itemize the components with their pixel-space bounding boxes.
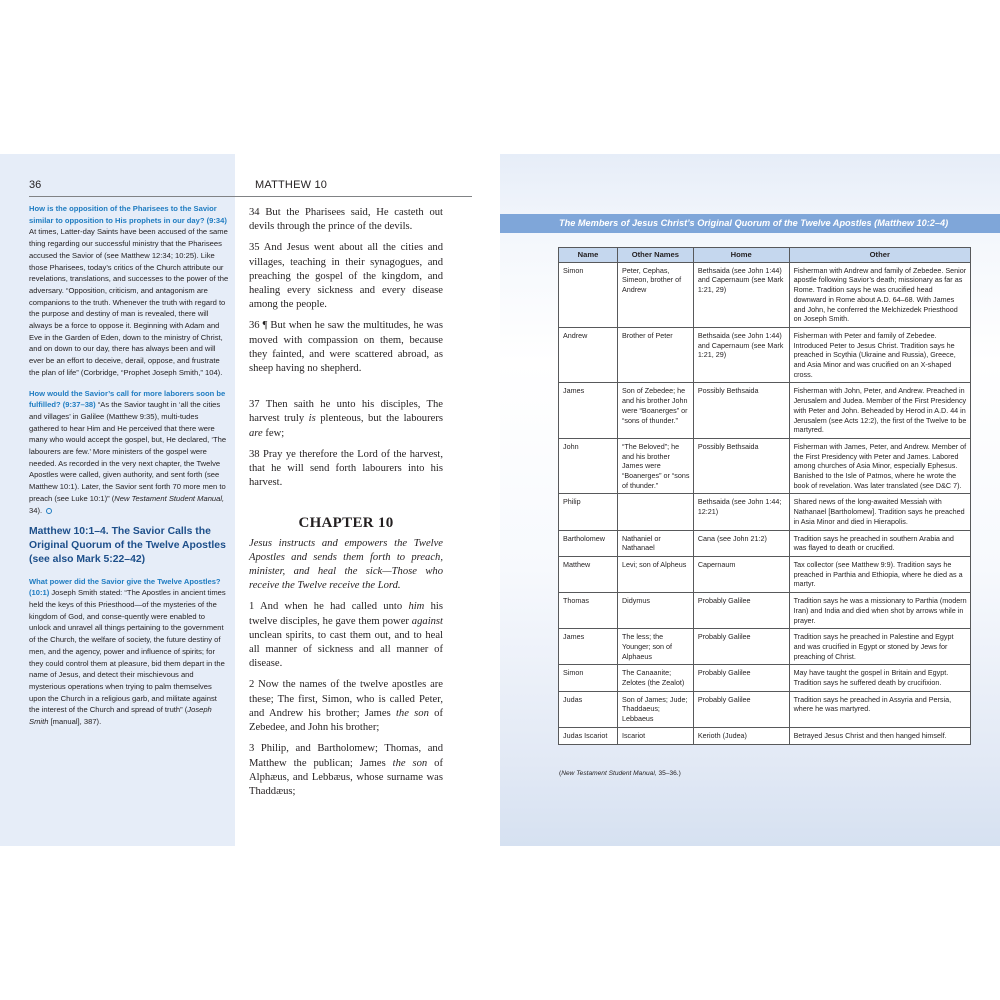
cell-other-names: “The Beloved”; he and his brother James were “Boanerges” or “sons of thunder.” [617,438,693,494]
cell-other: Fisherman with Andrew and family of Zebedee. Senior apostle following Savior’s death; missionary as far as Rome. Tradition says he was crucified head downward in Rome about A.D. 64–68. With James and John, he conferred the Melchizedek Priesthood on Joseph Smith. [789,262,970,327]
table-header-row [559,248,971,263]
right-page [500,154,1000,846]
cell-other: Fisherman with John, Peter, and Andrew. Preached in Jerusalem and Judea. Member of the First Presidency with Peter and John. Beheaded by Herod in A.D. 44 in Jerusalem (see Acts 12:2), the first of the Twelve to be martyred. [789,383,970,439]
cell-other-names: Son of Zebedee; he and his brother John were “Boanerges” or “sons of thunder.” [617,383,693,439]
commentary-question: What power did the Savior give the Twelve Apostles? (10:1) [29,576,221,598]
cell-name: Philip [559,494,618,530]
cell-home: Bethsaida (see John 1:44; 12:21) [693,494,789,530]
cell-other-names: Didymus [617,593,693,629]
cell-other: Tradition says he preached in southern Arabia and was flayed to death or crucified. [789,530,970,556]
citation: New Testament Student Manual, [114,493,225,503]
verse-number: 2 [249,679,255,691]
cell-other: Fisherman with James, Peter, and Andrew. Member of the First Presidency with Peter and James. Labored among churches of Asia Minor, especially Ephesus. Banished to the Isle of Patmos, where he wrote the book of revelation. Was later translated (see D&C 7). [789,438,970,494]
cell-other-names: Son of James; Jude; Thaddaeus; Lebbaeus [617,691,693,727]
cell-home: Kerioth (Judea) [693,727,789,744]
table-row [559,494,971,530]
verse [249,206,443,234]
cell-other-names: The less; the Younger; son of Alphaeus [617,629,693,665]
table-row [559,438,971,494]
table-row [559,262,971,327]
cell-other: Tradition says he was a missionary to Parthia (modern Iran) and India and died when shot by arrows while in prayer. [789,593,970,629]
cell-other: Shared news of the long-awaited Messiah with Nathanael [Bartholomew]. Tradition says he preached in Asia Minor and died in Hierapolis. [789,494,970,530]
cell-name: Simon [559,665,618,691]
commentary-entry [29,388,229,517]
scripture-column [249,206,443,806]
verse-text: of Zebedee, and John his brother; [249,707,443,734]
commentary-entry [29,203,229,379]
info-circle-icon[interactable] [46,508,52,514]
cell-name: Bartholomew [559,530,618,556]
verse-number: 37 [249,399,260,411]
verse-text: unclean spirits, to cast them out, and to heal all manner of sickness and all manner of disease. [249,629,443,670]
column-header-other-names: Other Names [617,248,693,263]
verse-text: his twelve disciples, he gave them power [249,601,443,627]
verse-text: Now the names of the twelve apostles are these; The first, Simon, who is called Peter, and Andrew his brother; James [249,679,443,719]
commentary-text: At times, Latter-day Saints have been accused of the same thing regarding our successful ministry that the Pharisees accused the Savior of (see Matthew 12:34; 10:25). Like those Pharisees, today’s critics of the Church attribute our revelations, translations, and successes to the power of the adversary. “Opposition, criticism, and antagonism are companions to the truth. Whenever the truth with regard to the purpose and destiny of man is revealed, there will always be a force to oppose it. Beginning with Adam and Eve in the Garden of Eden, down to the ministry of Christ, and on down to our day, there has always been and will ever be an effort to deceive, derail, oppose, and frustrate the plan of life” (Corbridge, “Prophet Joseph Smith,” 104). [29,227,229,377]
citation: Joseph Smith [29,705,212,727]
cell-other: Tax collector (see Matthew 9:9). Tradition says he preached in Parthia and Ethiopia, where he died as a martyr. [789,556,970,592]
verse [249,241,443,312]
commentary-question: How would the Savior’s call for more laborers soon be fulfilled? (9:37–38) [29,388,226,410]
verse-text: Pray ye therefore the Lord of the harvest, that he will send forth labourers into his harvest. [249,448,443,489]
cell-name: Judas [559,691,618,727]
cell-home: Probably Galilee [693,691,789,727]
chapter-summary: Jesus instructs and empowers the Twelve Apostles and sends them forth to preach, minister, and heal the sick—Those who receive the Twelve receive the Lord. [249,537,443,592]
verse-text: And Jesus went about all the cities and villages, teaching in their synagogues, and preaching the gospel of the kingdom, and healing every sickness and every disease among the people. [249,242,443,311]
citation-pages: 35–36.) [656,770,681,777]
cell-name: Matthew [559,556,618,592]
citation: New Testament Student Manual, [561,770,657,777]
cell-name: Andrew [559,327,618,383]
commentary-text: 34). [29,505,43,515]
verse-text: of Alphæus, and Lebbæus, whose surname was Thaddæus; [249,757,443,797]
cell-other: Tradition says he preached in Assyria and Persia, where he was martyred. [789,691,970,727]
cell-other-names: Brother of Peter [617,327,693,383]
table-row [559,327,971,383]
left-page [0,154,492,846]
verse-text: But the Pharisees said, He casteth out devils through the prince of the devils. [249,207,443,233]
verse-italic: the son [392,757,428,769]
cell-name: Thomas [559,593,618,629]
commentary-text: [manual], 387). [48,717,102,727]
header-rule [29,196,472,197]
cell-other-names: Iscariot [617,727,693,744]
column-header-home: Home [693,248,789,263]
cell-other-names: Levi; son of Alpheus [617,556,693,592]
table-row [559,383,971,439]
verse-italic: is [308,413,316,425]
verse-italic: against [411,615,443,627]
cell-name: James [559,629,618,665]
cell-other-names: Peter, Cephas, Simeon, brother of Andrew [617,262,693,327]
table-row [559,727,971,744]
verse [249,319,443,376]
cell-home: Cana (see John 21:2) [693,530,789,556]
section-heading: Matthew 10:1–4. The Savior Calls the Original Quorum of the Twelve Apostles (see also Mark 5:22–42) [29,526,226,565]
verse-number: 38 [249,448,260,460]
cell-home: Capernaum [693,556,789,592]
table-row [559,593,971,629]
commentary-text: Joseph Smith stated: “The Apostles in ancient times held the keys of this Priesthood—of the mysteries of the kingdom of God, and conse-quently were enabled to unlock and unravel all things pertaining to the government of the Church, the welfare of society, the future destiny of men, and the agency, power and influence of spirits; for they could control them at pleasure, bid them depart in the name of Jesus, and detect their mischievous and mysterious operations when trying to palm themselves upon the Church in a religious garb, and militate against the interest of the Church and spread of truth” ( [29,588,226,715]
cell-home: Probably Galilee [693,593,789,629]
source-note [559,770,681,777]
verse [249,448,443,491]
cell-other-names: Nathaniel or Nathanael [617,530,693,556]
cell-other: Fisherman with Peter and family of Zebedee. Introduced Peter to Jesus Christ. Tradition says he preached in Scythia (Ukraine and Russia), Greece, and Asia Minor and was crucified on an X-shaped cross. [789,327,970,383]
verse-number: 35 [249,242,260,254]
commentary-text: “As the Savior taught in ‘all the cities and villages’ in Galilee (Matthew 9:35), multi-tudes gathered to hear Him and He perceived that there were many who would accept the gospel, but, He declared, ‘The labourers are few.’ More ministers of the gospel were needed. As recorded in the very next chapter, the Twelve Apostles were called, given authority, and sent forth (see Matthew 10:1). Later, the Savior sent forth 70 more men to preach (see Luke 10:1)” ( [29,400,227,503]
verse [249,678,443,735]
verse-text: And when he had called unto [254,601,409,613]
cell-other-names: The Canaanite; Zelotes (the Zealot) [617,665,693,691]
cell-other: Betrayed Jesus Christ and then hanged himself. [789,727,970,744]
verse-text: plenteous, but the labourers [315,413,443,425]
table-row [559,665,971,691]
verse-text: Philip, and Bartholomew; Thomas, and Matthew the publican; James [249,743,443,769]
apostles-table [558,247,971,745]
column-header-other: Other [789,248,970,263]
cell-other-names [617,494,693,530]
verse-italic: the son [395,707,429,719]
cell-name: James [559,383,618,439]
cell-home: Bethsaida (see John 1:44) and Capernaum (see Mark 1:21, 29) [693,262,789,327]
verse-text: few; [262,427,285,439]
column-header-name: Name [559,248,618,263]
verse-number: 1 [249,601,255,613]
table-row [559,556,971,592]
page-number: 36 [29,179,42,191]
cell-home: Possibly Bethsaida [693,438,789,494]
cell-home: Bethsaida (see John 1:44) and Capernaum (see Mark 1:21, 29) [693,327,789,383]
table-row [559,530,971,556]
table-row [559,629,971,665]
commentary-column [29,203,229,737]
verse-italic: are [249,427,263,439]
table-title-banner: The Members of Jesus Christ’s Original Quorum of the Twelve Apostles (Matthew 10:2–4) [500,214,1000,233]
cell-home: Probably Galilee [693,665,789,691]
verse-number: 34 [249,207,260,218]
cell-name: Judas Iscariot [559,727,618,744]
verse-italic: him [408,601,425,613]
cell-home: Probably Galilee [693,629,789,665]
cell-other: May have taught the gospel in Britain and Egypt. Tradition says he suffered death by crucifixion. [789,665,970,691]
verse [249,600,443,671]
cell-other: Tradition says he preached in Palestine and Egypt and was crucified in Egypt or stoned by Jews for preaching of Christ. [789,629,970,665]
running-head: MATTHEW 10 [255,179,328,191]
cell-home: Possibly Bethsaida [693,383,789,439]
commentary-question: How is the opposition of the Pharisees to the Savior similar to opposition to His prophets in our day? (9:34) [29,204,227,225]
paren: ( [559,770,562,777]
commentary-entry [29,576,229,728]
verse-number: 3 [249,743,255,755]
table-row [559,691,971,727]
verse [249,398,443,441]
cell-name: Simon [559,262,618,327]
verse-text: Then saith he unto his disciples, The harvest truly [249,399,443,425]
cell-name: John [559,438,618,494]
verse-number: 36 ¶ [249,320,268,332]
verse [249,742,443,799]
verse-text: But when he saw the multitudes, he was moved with compassion on them, because they fainted, and were scattered abroad, as sheep having no shepherd. [249,320,443,375]
chapter-title: CHAPTER 10 [298,515,394,532]
